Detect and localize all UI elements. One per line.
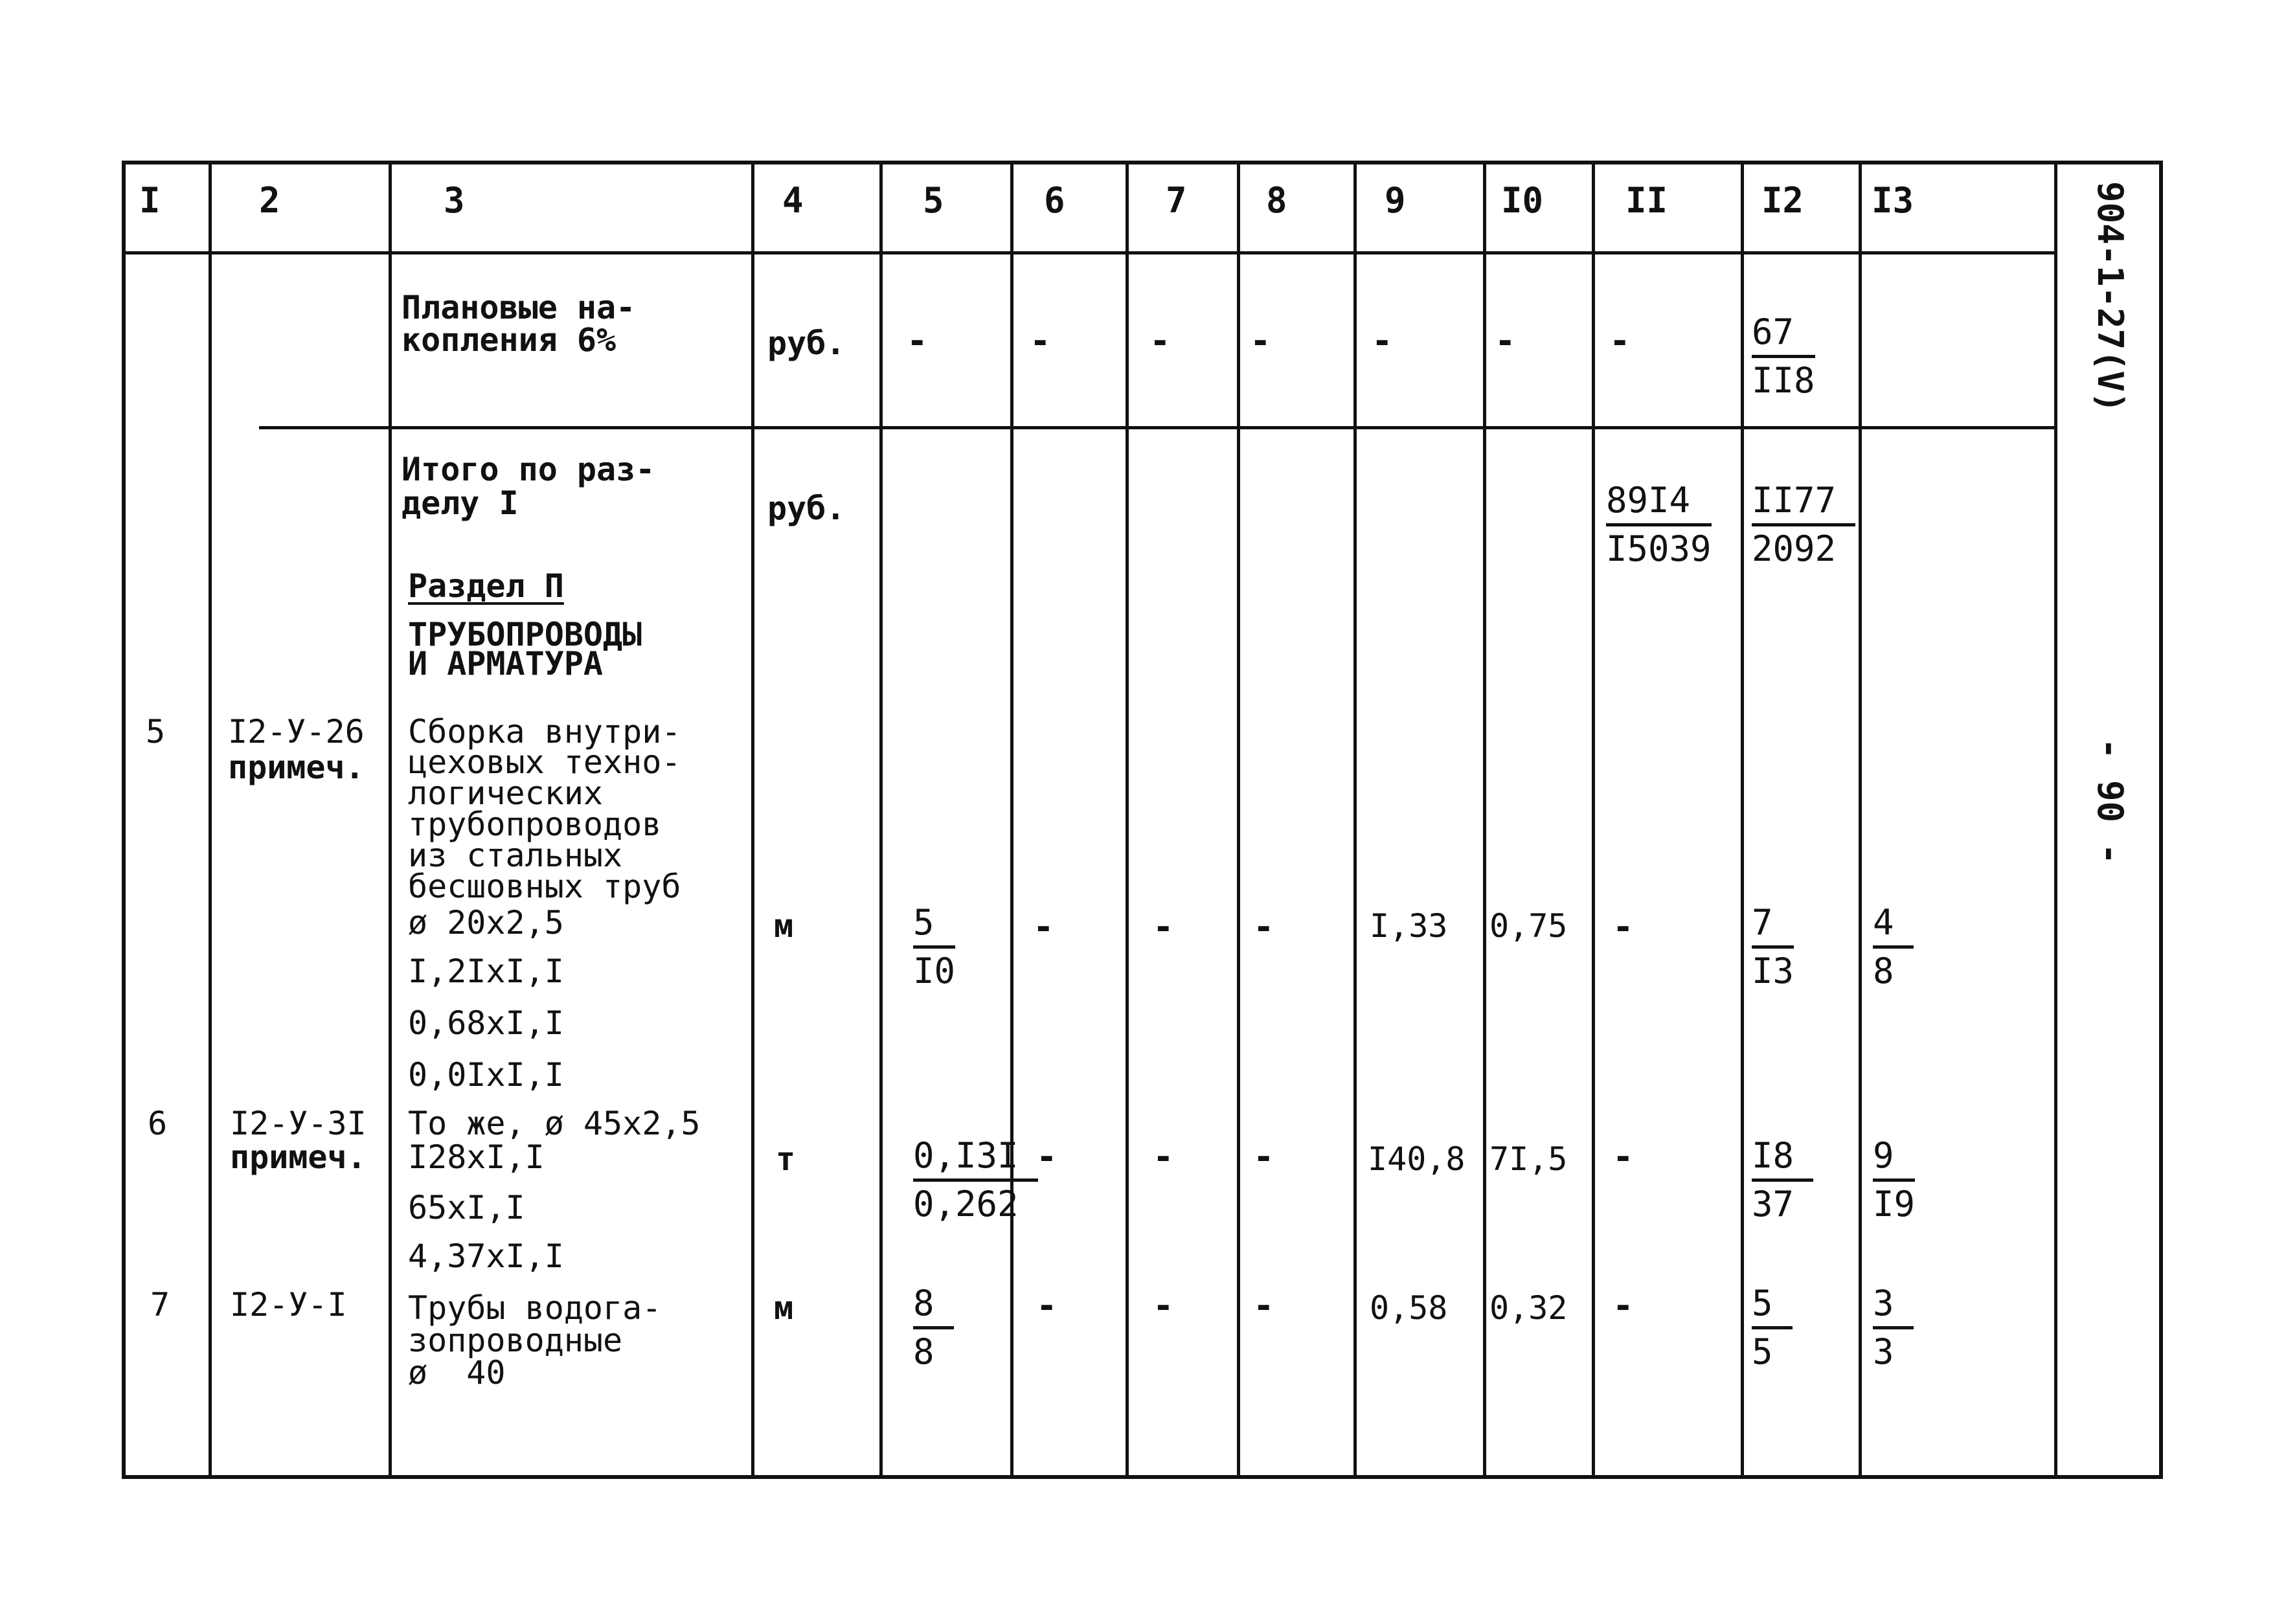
row5-name-2: цеховых техно- [408, 743, 681, 781]
row5-note: примеч. [228, 749, 365, 786]
header-col-6: 6 [1044, 180, 1065, 221]
column-divider [1592, 164, 1595, 1475]
row7-col13-num: 3 [1873, 1281, 1914, 1329]
row6-col9: I40,8 [1368, 1140, 1466, 1178]
row5-name-6: бесшовных труб [408, 868, 681, 905]
row6-dash-7: - [1153, 1136, 1174, 1177]
section-title: Раздел П [408, 567, 564, 605]
row5-code: I2-У-26 [228, 713, 365, 750]
plan-dash-11: - [1609, 321, 1631, 361]
row6-note: примеч. [230, 1138, 367, 1176]
row7-col13-fraction [1873, 1281, 1914, 1375]
plan-dash-10: - [1495, 321, 1516, 361]
header-rule [122, 251, 2057, 254]
plan-dash-6: - [1030, 321, 1051, 361]
column-divider [1010, 164, 1013, 1475]
row5-col12-den: I3 [1752, 951, 1794, 991]
column-divider [389, 164, 392, 1475]
row5-name-1: Сборка внутри- [408, 713, 681, 750]
row5-col12-num: 7 [1752, 900, 1794, 949]
row5-col5-fraction [913, 900, 955, 994]
header-col-11: II [1625, 180, 1668, 221]
row5-calc-2: 0,68xI,I [408, 1004, 564, 1042]
row7-name-3: ø 40 [408, 1354, 506, 1392]
row6-number: 6 [148, 1105, 168, 1142]
row5-name-5: из стальных [408, 837, 623, 874]
row7-name-2: зопроводные [408, 1322, 623, 1359]
row7-col5-num: 8 [913, 1281, 954, 1329]
plan-dash-7: - [1149, 321, 1171, 361]
row7-code: I2-У-I [230, 1286, 347, 1324]
row6-col5-num: 0,I3I [913, 1133, 1038, 1182]
plan-dash-8: - [1250, 321, 1271, 361]
column-divider [1859, 164, 1862, 1475]
row7-col12-fraction [1752, 1281, 1793, 1375]
plan-dash-9: - [1372, 321, 1393, 361]
header-col-1: I [139, 180, 161, 221]
row5-name-7: ø 20x2,5 [408, 904, 564, 942]
row5-col5-den: I0 [913, 951, 956, 991]
section-subtitle-2: И АРМАТУРА [408, 645, 604, 682]
row6-dash-6: - [1036, 1136, 1058, 1177]
row5-dash-8: - [1253, 907, 1274, 947]
row5-col13-num: 4 [1873, 900, 1914, 949]
row5-name-3: логических [408, 774, 604, 812]
row5-dash-6: - [1033, 907, 1054, 947]
column-divider [2054, 164, 2057, 1475]
row5-col5-num: 5 [913, 900, 955, 949]
row6-unit: т [776, 1140, 796, 1178]
plan-col12-den: II8 [1752, 360, 1815, 401]
row6-calc-1: I28xI,I [408, 1138, 545, 1176]
column-divider [1126, 164, 1129, 1475]
row7-col5-fraction [913, 1281, 954, 1375]
section-subtitle-1: ТРУБОПРОВОДЫ [408, 616, 642, 653]
row6-calc-2: 65xI,I [408, 1189, 525, 1226]
row7-dash-8: - [1253, 1285, 1274, 1326]
header-col-3: 3 [444, 180, 465, 221]
row6-col5-fraction [913, 1133, 1038, 1227]
row6-col5-den: 0,262 [913, 1184, 1019, 1224]
row7-number: 7 [150, 1286, 170, 1324]
total-label-1: Итого по раз- [402, 451, 655, 488]
row5-dash-11: - [1613, 907, 1634, 947]
row6-dash-11: - [1613, 1136, 1634, 1177]
column-divider [1353, 164, 1357, 1475]
row6-col13-den: I9 [1873, 1184, 1916, 1224]
row7-dash-11: - [1613, 1285, 1634, 1326]
row5-unit: м [774, 907, 794, 945]
row6-col13-fraction [1873, 1133, 1915, 1227]
header-col-5: 5 [923, 180, 944, 221]
row7-name-1: Трубы водога- [408, 1289, 662, 1327]
row7-col5-den: 8 [913, 1331, 934, 1372]
total-col11-den: I5039 [1606, 528, 1712, 569]
plan-dash-5: - [907, 321, 928, 361]
total-col12-den: 2092 [1752, 528, 1837, 569]
row6-col12-num: I8 [1752, 1133, 1813, 1182]
page-number: - 90 - [2090, 738, 2131, 865]
header-col-2: 2 [259, 180, 280, 221]
row5-col13-fraction [1873, 900, 1914, 994]
header-col-9: 9 [1385, 180, 1406, 221]
plan-unit: руб. [767, 324, 846, 362]
row5-calc-1: I,2IxI,I [408, 953, 564, 990]
header-col-13: I3 [1872, 180, 1914, 221]
row7-dash-7: - [1153, 1285, 1174, 1326]
column-divider [879, 164, 883, 1475]
total-col12-fraction [1752, 478, 1855, 572]
row5-col9: I,33 [1370, 907, 1448, 945]
row7-unit: м [774, 1289, 794, 1327]
document-code: 904-1-27(V) [2090, 181, 2131, 413]
row5-col10: 0,75 [1489, 907, 1568, 945]
header-col-8: 8 [1266, 180, 1287, 221]
row7-dash-6: - [1036, 1285, 1058, 1326]
row5-name-4: трубопроводов [408, 806, 662, 843]
plan-label-1: Плановые на- [402, 289, 636, 326]
row5-number: 5 [146, 713, 166, 750]
total-col11-fraction [1606, 478, 1712, 572]
row7-col12-num: 5 [1752, 1281, 1793, 1329]
row7-col12-den: 5 [1752, 1331, 1773, 1372]
row-rule [259, 426, 2057, 429]
row7-col13-den: 3 [1873, 1331, 1894, 1372]
row5-dash-7: - [1153, 907, 1174, 947]
column-divider [1483, 164, 1486, 1475]
plan-col12-fraction [1752, 310, 1815, 403]
row5-calc-3: 0,0IxI,I [408, 1056, 564, 1094]
header-col-12: I2 [1761, 180, 1804, 221]
total-unit: руб. [767, 490, 846, 527]
row6-col10: 7I,5 [1489, 1140, 1568, 1178]
row6-col12-den: 37 [1752, 1184, 1794, 1224]
header-col-4: 4 [782, 180, 804, 221]
total-col12-num: II77 [1752, 478, 1855, 526]
row6-calc-3: 4,37xI,I [408, 1237, 564, 1275]
row5-col13-den: 8 [1873, 951, 1894, 991]
row6-code: I2-У-3I [230, 1105, 367, 1142]
header-col-7: 7 [1166, 180, 1187, 221]
header-col-10: I0 [1501, 180, 1544, 221]
row5-col12-fraction [1752, 900, 1794, 994]
total-col11-num: 89I4 [1606, 478, 1712, 526]
plan-label-2: копления 6% [402, 321, 617, 359]
row6-col12-fraction [1752, 1133, 1813, 1227]
column-divider [1237, 164, 1240, 1475]
row7-col10: 0,32 [1489, 1289, 1568, 1327]
column-divider [209, 164, 212, 1475]
row7-col9: 0,58 [1370, 1289, 1448, 1327]
row6-name: То же, ø 45x2,5 [408, 1105, 701, 1142]
row6-col13-num: 9 [1873, 1133, 1915, 1182]
plan-col12-num: 67 [1752, 310, 1815, 358]
row6-dash-8: - [1253, 1136, 1274, 1177]
column-divider [1741, 164, 1744, 1475]
column-divider [751, 164, 754, 1475]
total-label-2: делу I [402, 484, 519, 522]
